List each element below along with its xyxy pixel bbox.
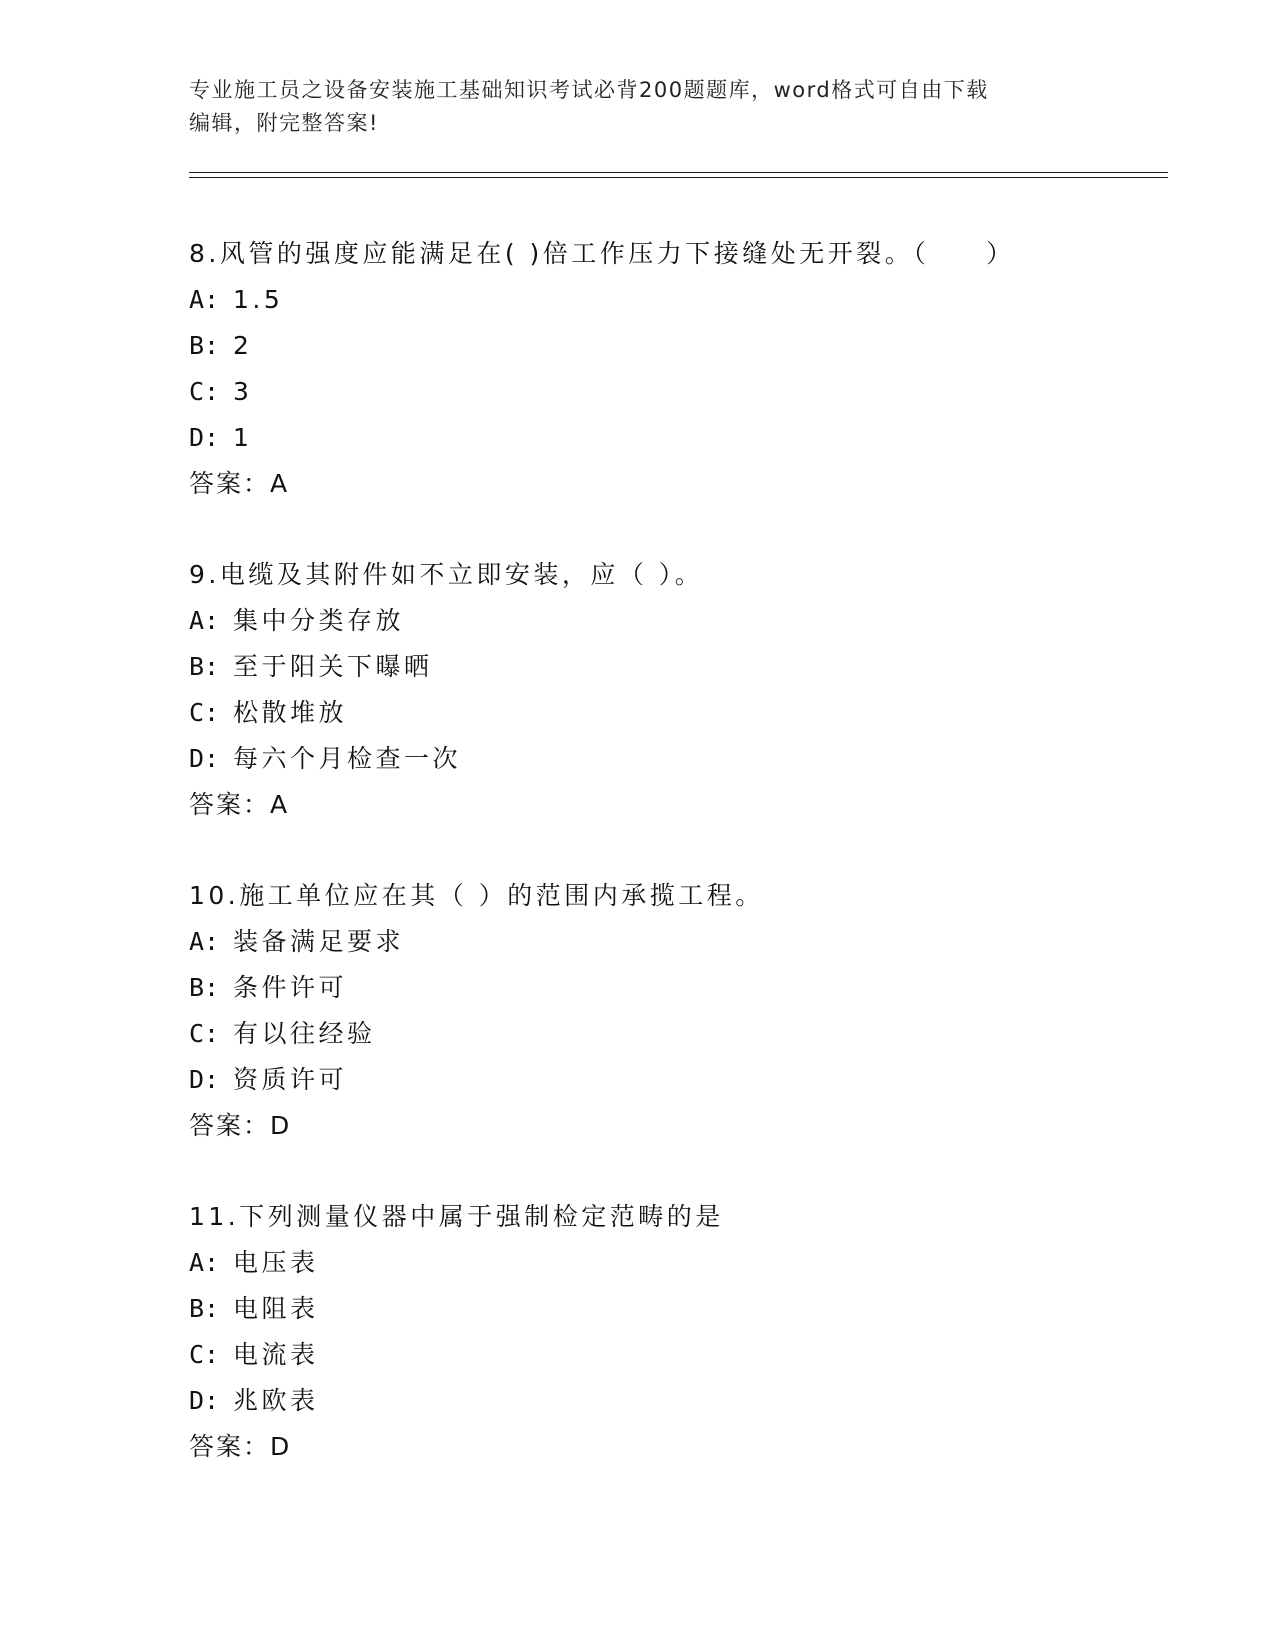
option-d [189,415,1189,461]
option-a [189,598,1189,644]
option-a [189,277,1189,323]
option-b [189,1286,1189,1332]
option-text: 每六个月检查一次 [233,744,462,773]
option-letter: B: [189,331,220,360]
option-text: 兆欧表 [233,1386,319,1415]
option-c [189,690,1189,736]
option-text: 1 [233,423,253,452]
option-letter: C: [189,698,220,727]
option-text: 3 [233,377,253,406]
answer-line: 答案：A [189,790,290,819]
option-letter: A: [189,927,220,956]
option-letter: C: [189,377,220,406]
option-d [189,1378,1189,1424]
question-block [189,552,1189,828]
option-letter: A: [189,1248,220,1277]
option-letter: D: [189,744,220,773]
option-text: 条件许可 [233,973,348,1002]
option-letter: B: [189,973,220,1002]
option-text: 1.5 [233,285,284,314]
header-title-line-2: 编辑，附完整答案! [189,111,379,135]
question-stem: 9.电缆及其附件如不立即安装，应（ ）。 [189,560,704,589]
option-text: 电流表 [233,1340,319,1369]
option-letter: D: [189,1065,220,1094]
question-stem: 8.风管的强度应能满足在( )倍工作压力下接缝处无开裂。（ ） [189,239,1015,268]
option-c [189,1332,1189,1378]
option-text: 2 [233,331,253,360]
option-letter: D: [189,423,220,452]
option-letter: D: [189,1386,220,1415]
option-a [189,1240,1189,1286]
option-text: 至于阳关下曝晒 [233,652,433,681]
header-title-line-1: 专业施工员之设备安装施工基础知识考试必背200题题库，word格式可自由下载 [189,78,989,102]
option-text: 电压表 [233,1248,319,1277]
option-d [189,736,1189,782]
question-block [189,231,1189,507]
option-letter: A: [189,285,220,314]
option-letter: C: [189,1019,220,1048]
option-text: 资质许可 [233,1065,348,1094]
option-text: 电阻表 [233,1294,319,1323]
option-letter: A: [189,606,220,635]
option-text: 松散堆放 [233,698,348,727]
option-letter: C: [189,1340,220,1369]
answer-line: 答案：A [189,469,290,498]
answer-line: 答案：D [189,1111,292,1140]
option-text: 装备满足要求 [233,927,405,956]
option-c [189,1011,1189,1057]
question-stem: 11.下列测量仪器中属于强制检定范畴的是 [189,1202,724,1231]
option-b [189,965,1189,1011]
header-divider-bottom [189,177,1168,178]
document-header [189,74,1089,140]
option-b [189,323,1189,369]
option-letter: B: [189,652,220,681]
question-block [189,1194,1189,1470]
option-text: 集中分类存放 [233,606,405,635]
option-d [189,1057,1189,1103]
option-c [189,369,1189,415]
option-b [189,644,1189,690]
question-block [189,873,1189,1149]
option-letter: B: [189,1294,220,1323]
option-text: 有以往经验 [233,1019,376,1048]
question-stem: 10.施工单位应在其（ ）的范围内承揽工程。 [189,881,764,910]
option-a [189,919,1189,965]
header-divider-top [189,172,1168,173]
answer-line: 答案：D [189,1432,292,1461]
